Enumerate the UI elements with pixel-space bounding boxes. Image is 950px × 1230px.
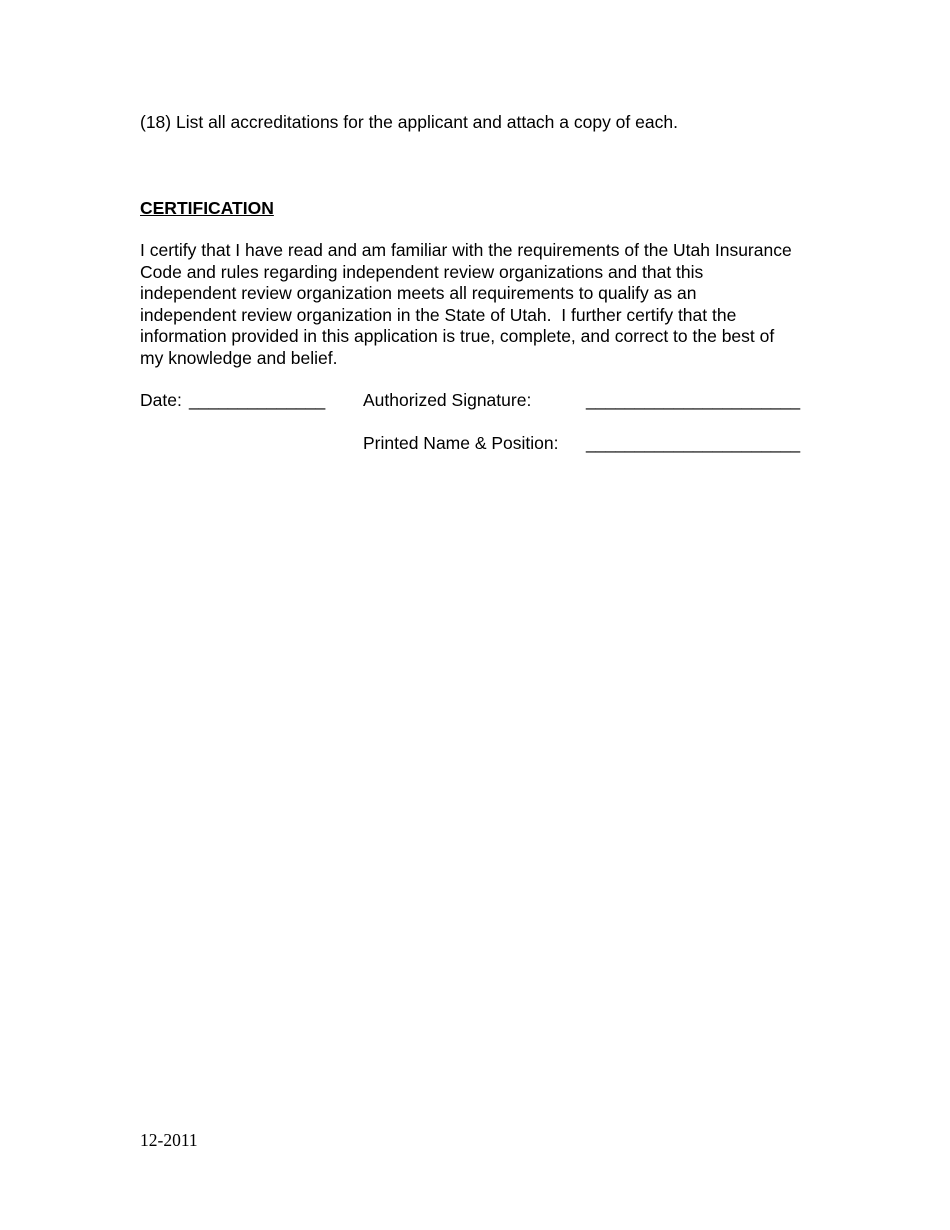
item-18-instruction: (18) List all accreditations for the applicant and attach a copy of each. (140, 112, 678, 132)
date-field-line[interactable]: ______________ (189, 390, 326, 410)
certification-line: my knowledge and belief. (140, 347, 338, 368)
certification-line: Code and rules regarding independent review organizations and that this (140, 261, 704, 282)
certification-line: independent review organization in the State of Utah. I further certify that the (140, 304, 737, 325)
certification-line: information provided in this application is true, complete, and correct to the best of (140, 326, 775, 346)
authorized-signature-label: Authorized Signature: (363, 390, 532, 410)
printed-name-position-label: Printed Name & Position: (363, 433, 559, 453)
date-label: Date: (140, 390, 182, 410)
revision-date-footer: 12-2011 (140, 1130, 198, 1150)
printed-name-position-field-line[interactable]: ______________________ (586, 433, 801, 453)
certification-heading: CERTIFICATION (140, 198, 274, 218)
certification-line: I certify that I have read and am familiar with the requirements of the Utah Insurance (140, 240, 792, 260)
authorized-signature-field-line[interactable]: ______________________ (586, 390, 801, 410)
certification-line: independent review organization meets all requirements to qualify as an (140, 283, 697, 303)
certification-paragraph (140, 240, 840, 369)
